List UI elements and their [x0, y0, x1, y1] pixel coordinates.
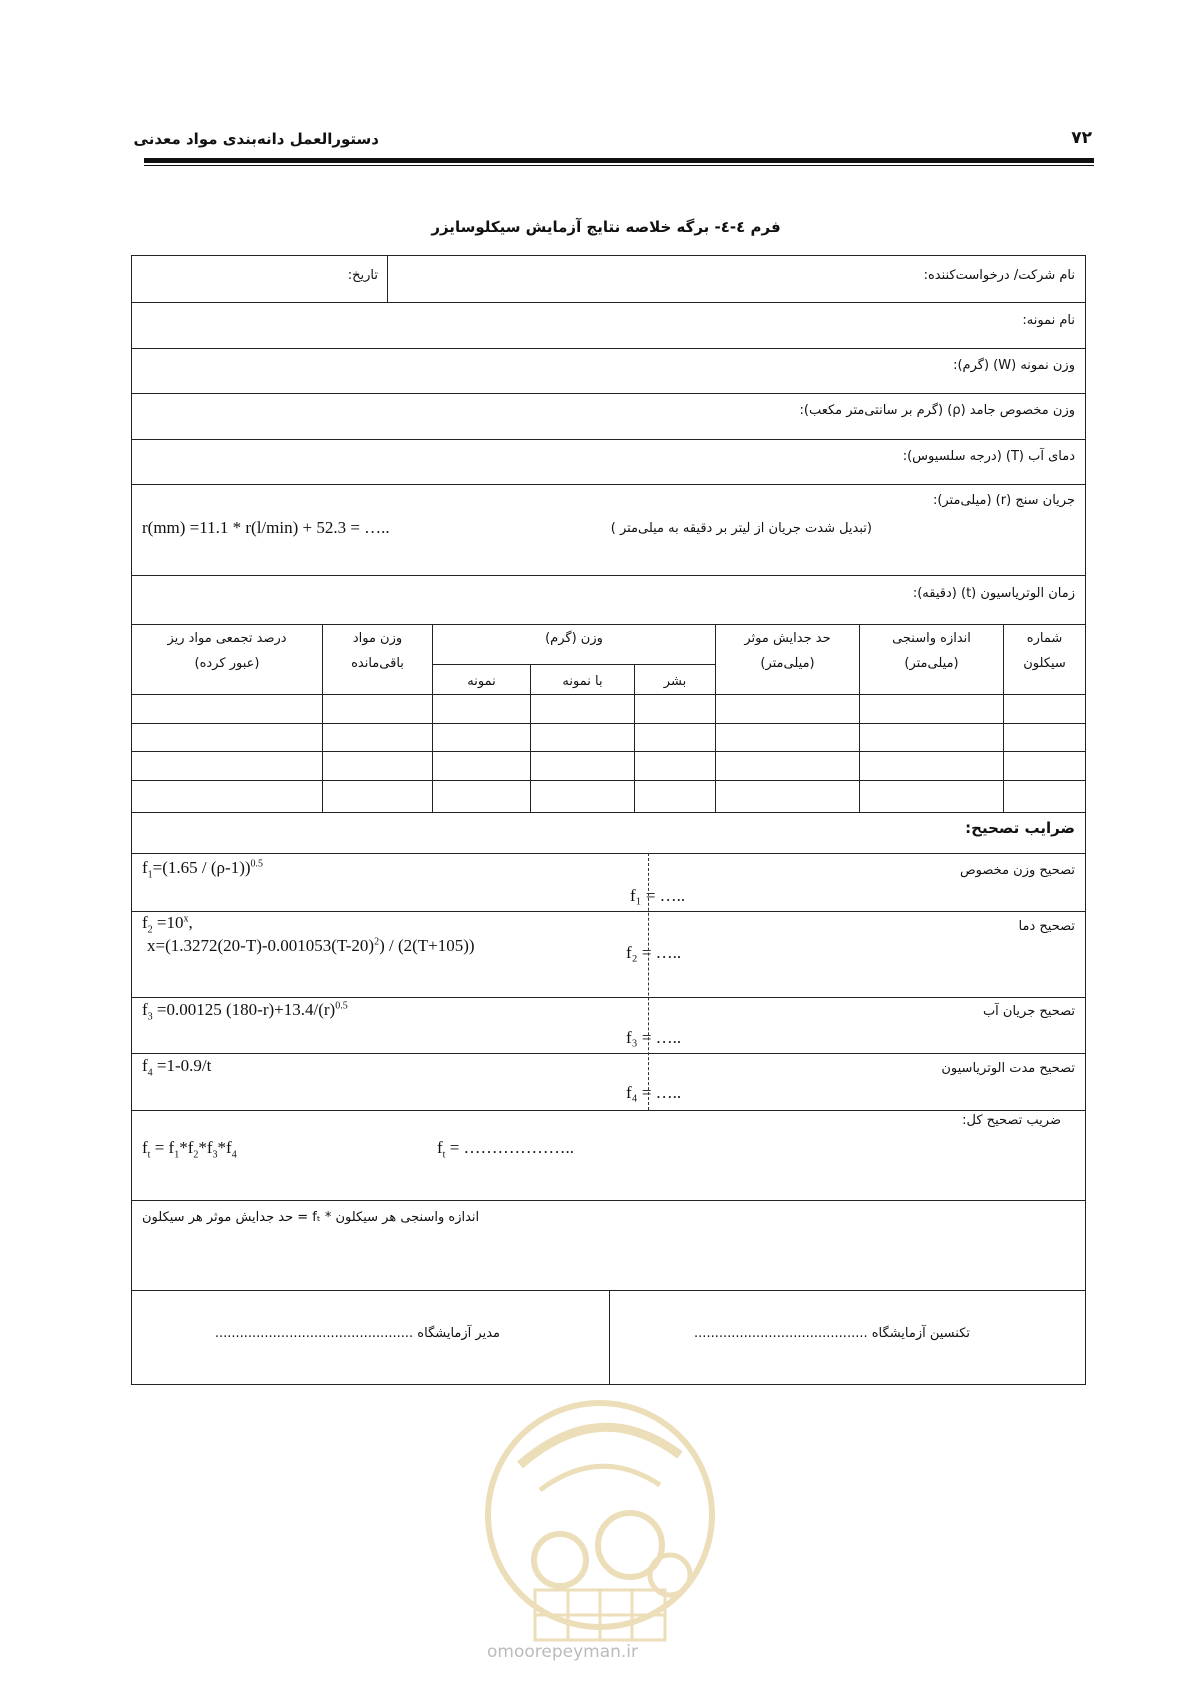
technician-signature: تکنسین آزمایشگاه .......................................... [694, 1326, 970, 1341]
row-line [132, 484, 1085, 485]
elutriation-time-label: زمان الوتریاسیون (t) (دقیقه): [912, 586, 1075, 601]
corrections-heading: ضرایب تصحیح: [965, 819, 1075, 837]
f2-value: f₂ = ….. [626, 943, 682, 962]
f4-formula: $f_4 =1-0.9/t$ [142, 1056, 212, 1079]
table-row-line [132, 812, 1085, 813]
row-line [132, 624, 1085, 625]
f4-value: f₄ = ….. [626, 1083, 682, 1102]
divider [609, 1290, 610, 1384]
table-row-line [132, 723, 1085, 724]
book-title: دستورالعمل دانه‌بندی مواد معدنی [133, 130, 379, 148]
specific-gravity-label: وزن مخصوص جامد (ρ) (گرم بر سانتی‌متر مکعب): [799, 403, 1075, 418]
residual-header: وزن مواد [352, 631, 403, 646]
row-line [132, 439, 1085, 440]
flow-note: (تبدیل شدت جریان از لیتر بر دقیقه به میلی‌متر ) [610, 521, 872, 536]
row-line [132, 348, 1085, 349]
weight-group-header: وزن (گرم) [545, 631, 603, 646]
cyclone-no-header: شماره [1026, 631, 1063, 646]
row-line [132, 575, 1085, 576]
sample-header: نمونه [467, 674, 496, 689]
form-title: فرم ٤-٤- برگه خلاصه نتایج آزمایش سیکلوسایزر [431, 218, 781, 236]
water-temp-label: دمای آب (T) (درجه سلسیوس): [902, 449, 1075, 464]
cut-size-header: حد جدایش موثر [744, 631, 831, 646]
form-table [131, 255, 1086, 1385]
f3-value: f₃ = ….. [626, 1028, 682, 1047]
header-rule [144, 158, 1094, 163]
with-sample-header: با نمونه [562, 674, 603, 689]
row-line [132, 1110, 1085, 1111]
row-line [132, 911, 1085, 912]
f3-formula: $f_3 =0.00125$ $(180-r)+13.4/(r)^{0.5}$ [142, 1000, 348, 1023]
ft-formula: $f_t = f_1*f_2*f_3*f_4$ [142, 1138, 237, 1161]
col-line [859, 624, 860, 812]
company-label: نام شرکت/ درخواست‌کننده: [923, 268, 1075, 283]
sub-header-line [432, 664, 715, 665]
table-row-line [132, 694, 1085, 695]
row-line [132, 853, 1085, 854]
watermark-text: omoorepeyman.ir [487, 1642, 639, 1662]
time-correction-label: تصحیح مدت الوتریاسیون [941, 1061, 1075, 1076]
row-line [132, 997, 1085, 998]
col-line [715, 624, 716, 812]
cut-size-formula: اندازه واسنجی هر سیکلون * fₜ = حد جدایش موثر هر سیکلون [142, 1210, 480, 1225]
omoore-peyman-seal-icon [480, 1375, 720, 1675]
row-line [132, 1200, 1085, 1201]
calibration-size-unit: (میلی‌متر) [904, 656, 959, 671]
divider [387, 256, 388, 302]
flow-formula: r(mm) =11.1 * r(l/min) + 52.3 = ….. [142, 518, 390, 537]
page-number: ۷۲ [1071, 128, 1092, 148]
date-label: تاریخ: [347, 268, 378, 283]
f1-formula: $f_1=(1.65 / (\rho-1))^{0.5}$ [142, 858, 264, 881]
residual-header-2: باقی‌مانده [351, 656, 404, 671]
beaker-header: بشر [663, 674, 687, 689]
specific-gravity-correction-label: تصحیح وزن مخصوص [959, 863, 1075, 878]
row-line [132, 1053, 1085, 1054]
temperature-correction-label: تصحیح دما [1018, 919, 1075, 934]
f1-value: f₁ = ….. [630, 886, 686, 905]
dashed-divider [648, 853, 649, 1110]
cyclone-no-header-2: سیکلون [1023, 656, 1066, 671]
cumulative-header: درصد تجمعی مواد ریز [167, 631, 287, 646]
row-line [132, 302, 1085, 303]
manager-signature: مدیر آزمایشگاه ................................................ [214, 1326, 500, 1341]
table-row-line [132, 751, 1085, 752]
col-line [322, 624, 323, 812]
ft-value: $f_t$ = ……………….. [437, 1138, 575, 1161]
cut-size-unit: (میلی‌متر) [760, 656, 815, 671]
header-rule-thin [144, 165, 1094, 166]
flow-label: جریان سنج (r) (میلی‌متر): [932, 493, 1075, 508]
flow-correction-label: تصحیح جریان آب [982, 1004, 1075, 1019]
f2-formula: $f_2 =10^x$, [142, 913, 193, 936]
x-formula: $x=(1.3272(20-T)-0.001053(T-20)^2) / (2(T+105))$ [147, 936, 475, 955]
total-correction-label: ضریب تصحیح کل: [962, 1113, 1061, 1128]
sample-name-label: نام نمونه: [1022, 313, 1075, 328]
sample-weight-label: وزن نمونه (W) (گرم): [953, 358, 1075, 373]
row-line [132, 393, 1085, 394]
calibration-size-header: اندازه واسنجی [892, 631, 971, 646]
col-line [432, 624, 433, 812]
cumulative-header-2: (عبور کرده) [194, 656, 260, 671]
table-row-line [132, 780, 1085, 781]
col-line [1003, 624, 1004, 812]
